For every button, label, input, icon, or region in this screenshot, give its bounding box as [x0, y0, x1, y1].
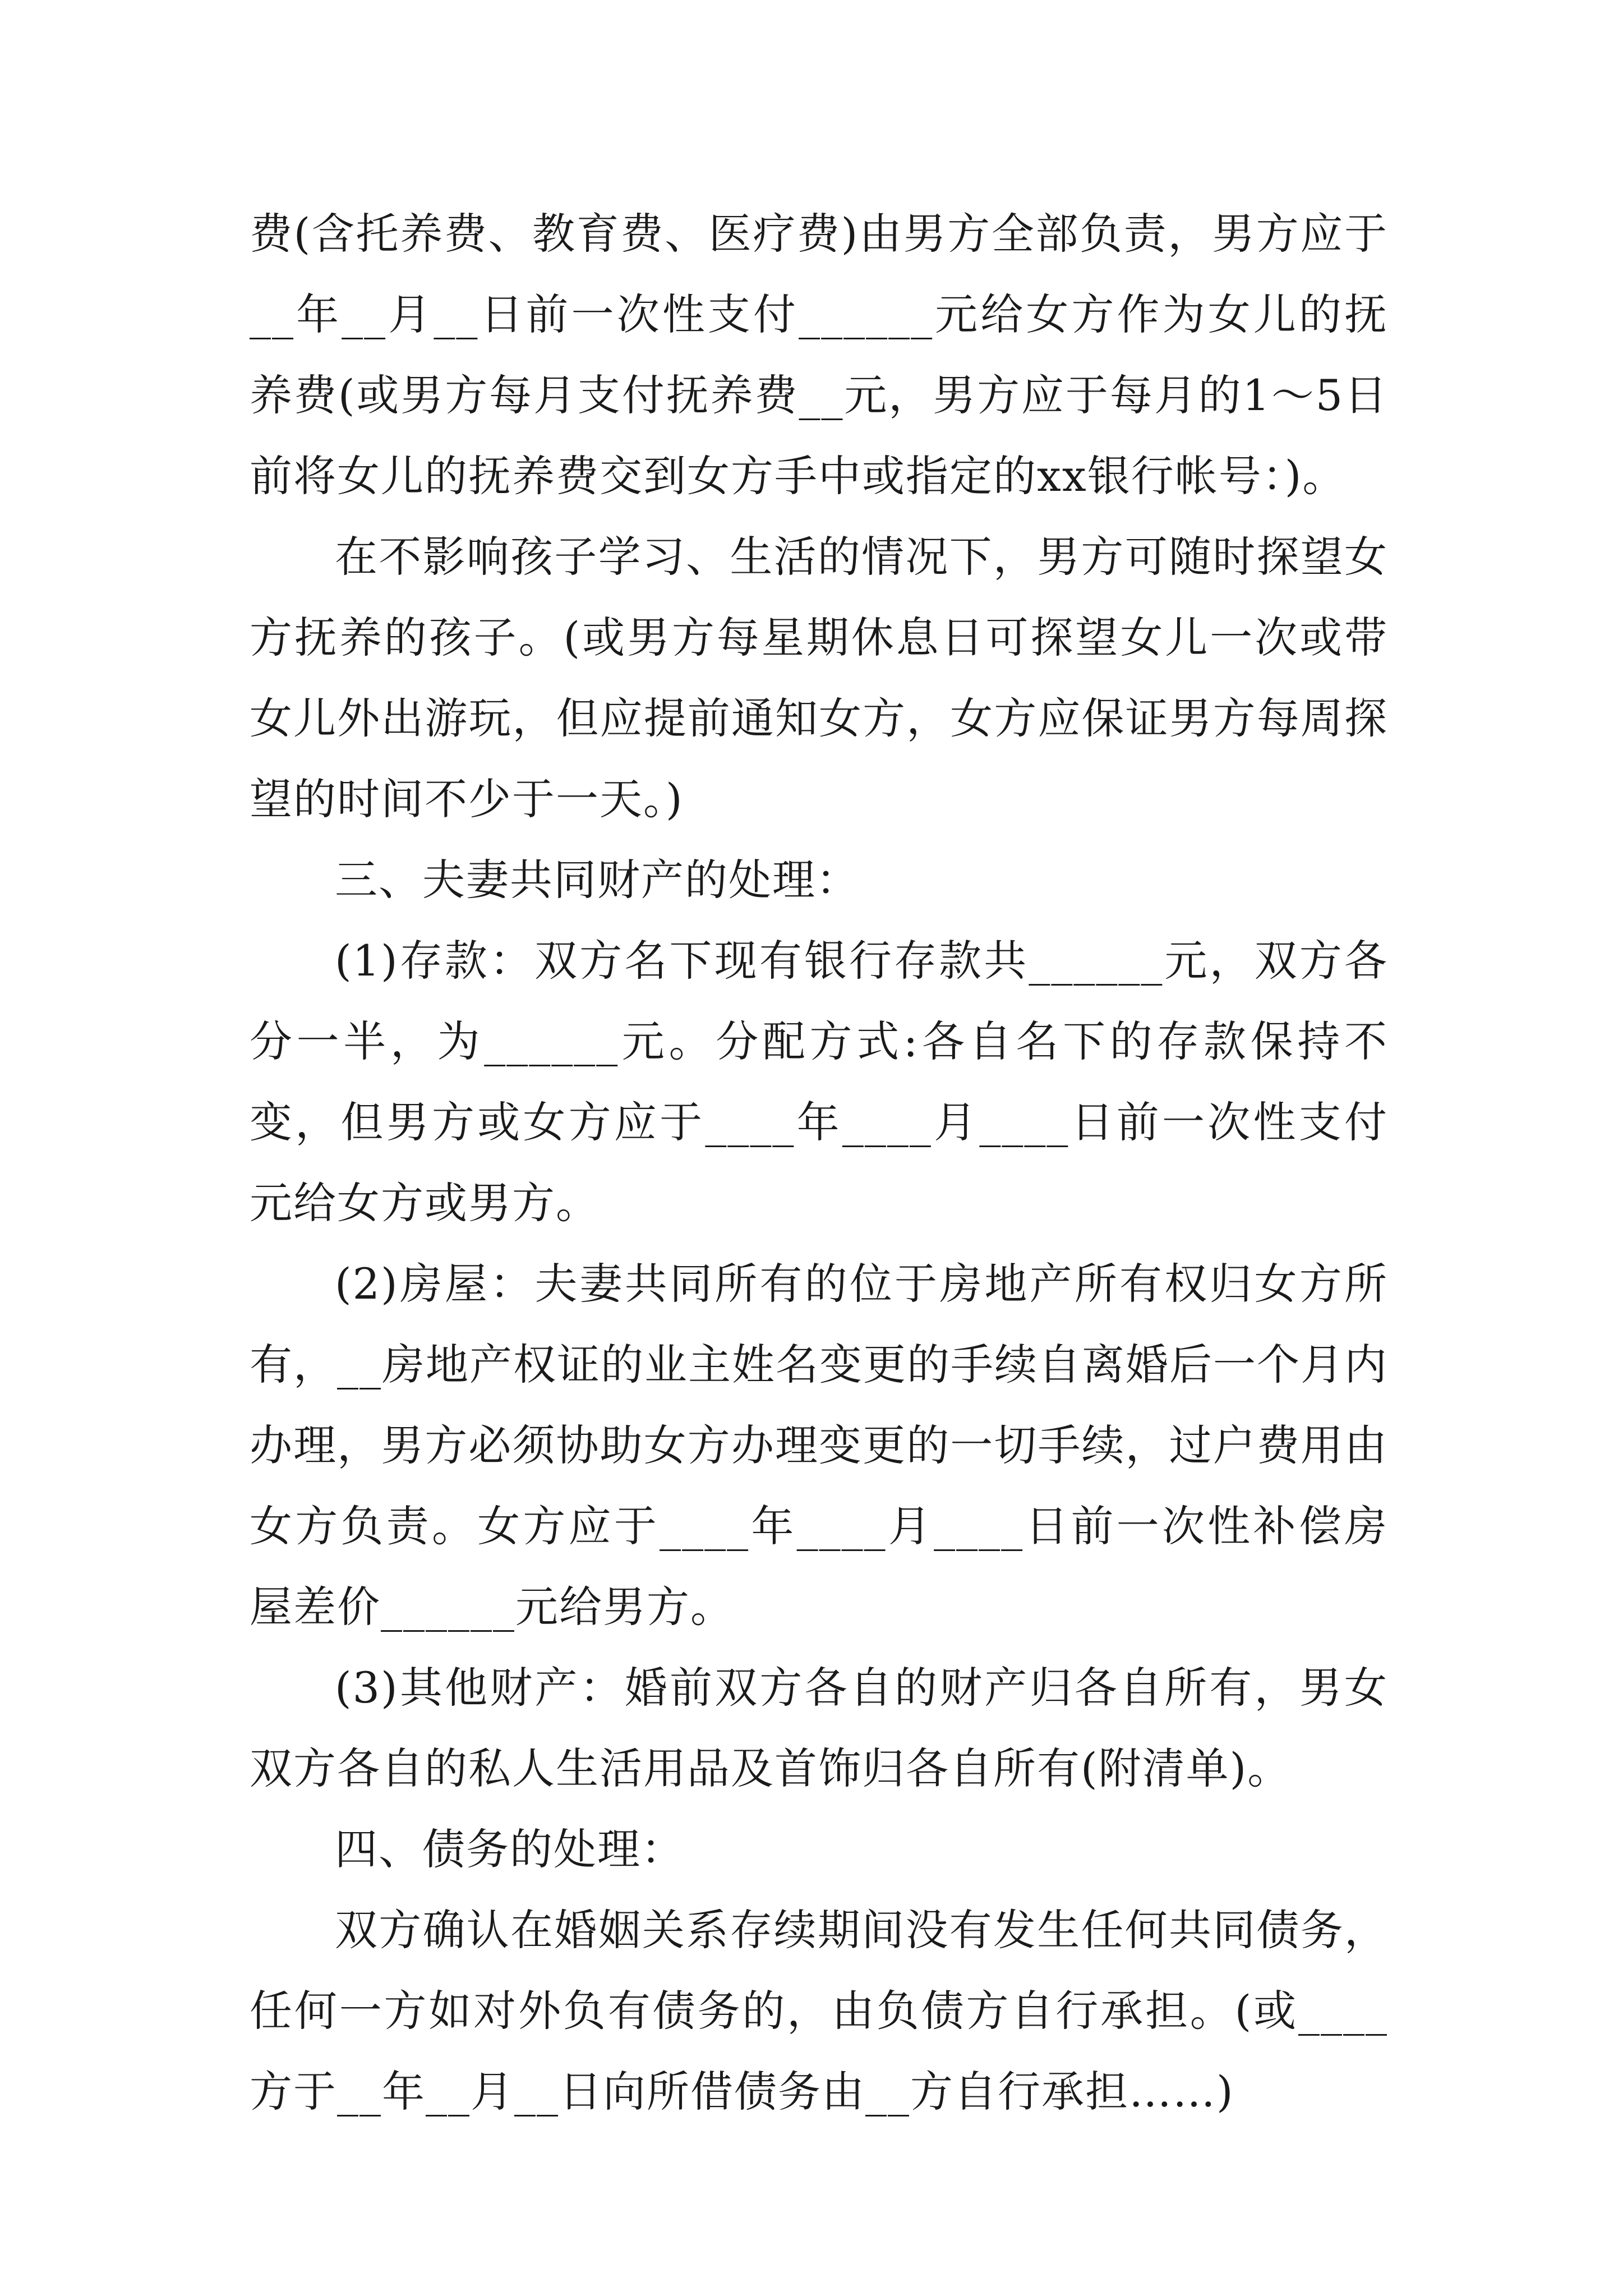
document-body — [250, 194, 1388, 2132]
section-heading-debts: 四、债务的处理： — [335, 1824, 685, 1874]
paragraph-deposits: (1)存款：双方名下现有银行存款共______元，双方各分一半，为______元。分配方式:各自名下的存款保持不变，但男方或女方应于____年____月____日前一次性支付元给女方或男方。 — [250, 936, 1388, 1228]
paragraph-other-property: (3)其他财产：婚前双方各自的财产归各自所有，男女双方各自的私人生活用品及首饰归各自所有(附清单)。 — [250, 1663, 1388, 1793]
paragraph-visitation: 在不影响孩子学习、生活的情况下，男方可随时探望女方抚养的孩子。(或男方每星期休息日可探望女儿一次或带女儿外出游玩，但应提前通知女方，女方应保证男方每周探望的时间不少于一天。) — [250, 532, 1388, 824]
paragraph-child-support: 费(含托养费、教育费、医疗费)由男方全部负责，男方应于__年__月__日前一次性支付______元给女方作为女儿的抚养费(或男方每月支付抚养费__元，男方应于每月的1～5日前将女儿的抚养费交到女方手中或指定的xx银行帐号：)。 — [250, 209, 1388, 501]
paragraph-debts: 双方确认在婚姻关系存续期间没有发生任何共同债务，任何一方如对外负有债务的，由负债方自行承担。(或____方于__年__月__日向所借债务由__方自行承担……) — [250, 1905, 1388, 2116]
section-heading-property: 三、夫妻共同财产的处理： — [335, 855, 860, 905]
paragraph-house: (2)房屋：夫妻共同所有的位于房地产所有权归女方所有，__房地产权证的业主姓名变更的手续自离婚后一个月内办理，男方必须协助女方办理变更的一切手续，过户费用由女方负责。女方应于____年____月____日前一次性补偿房屋差价______元给男方。 — [250, 1259, 1388, 1632]
